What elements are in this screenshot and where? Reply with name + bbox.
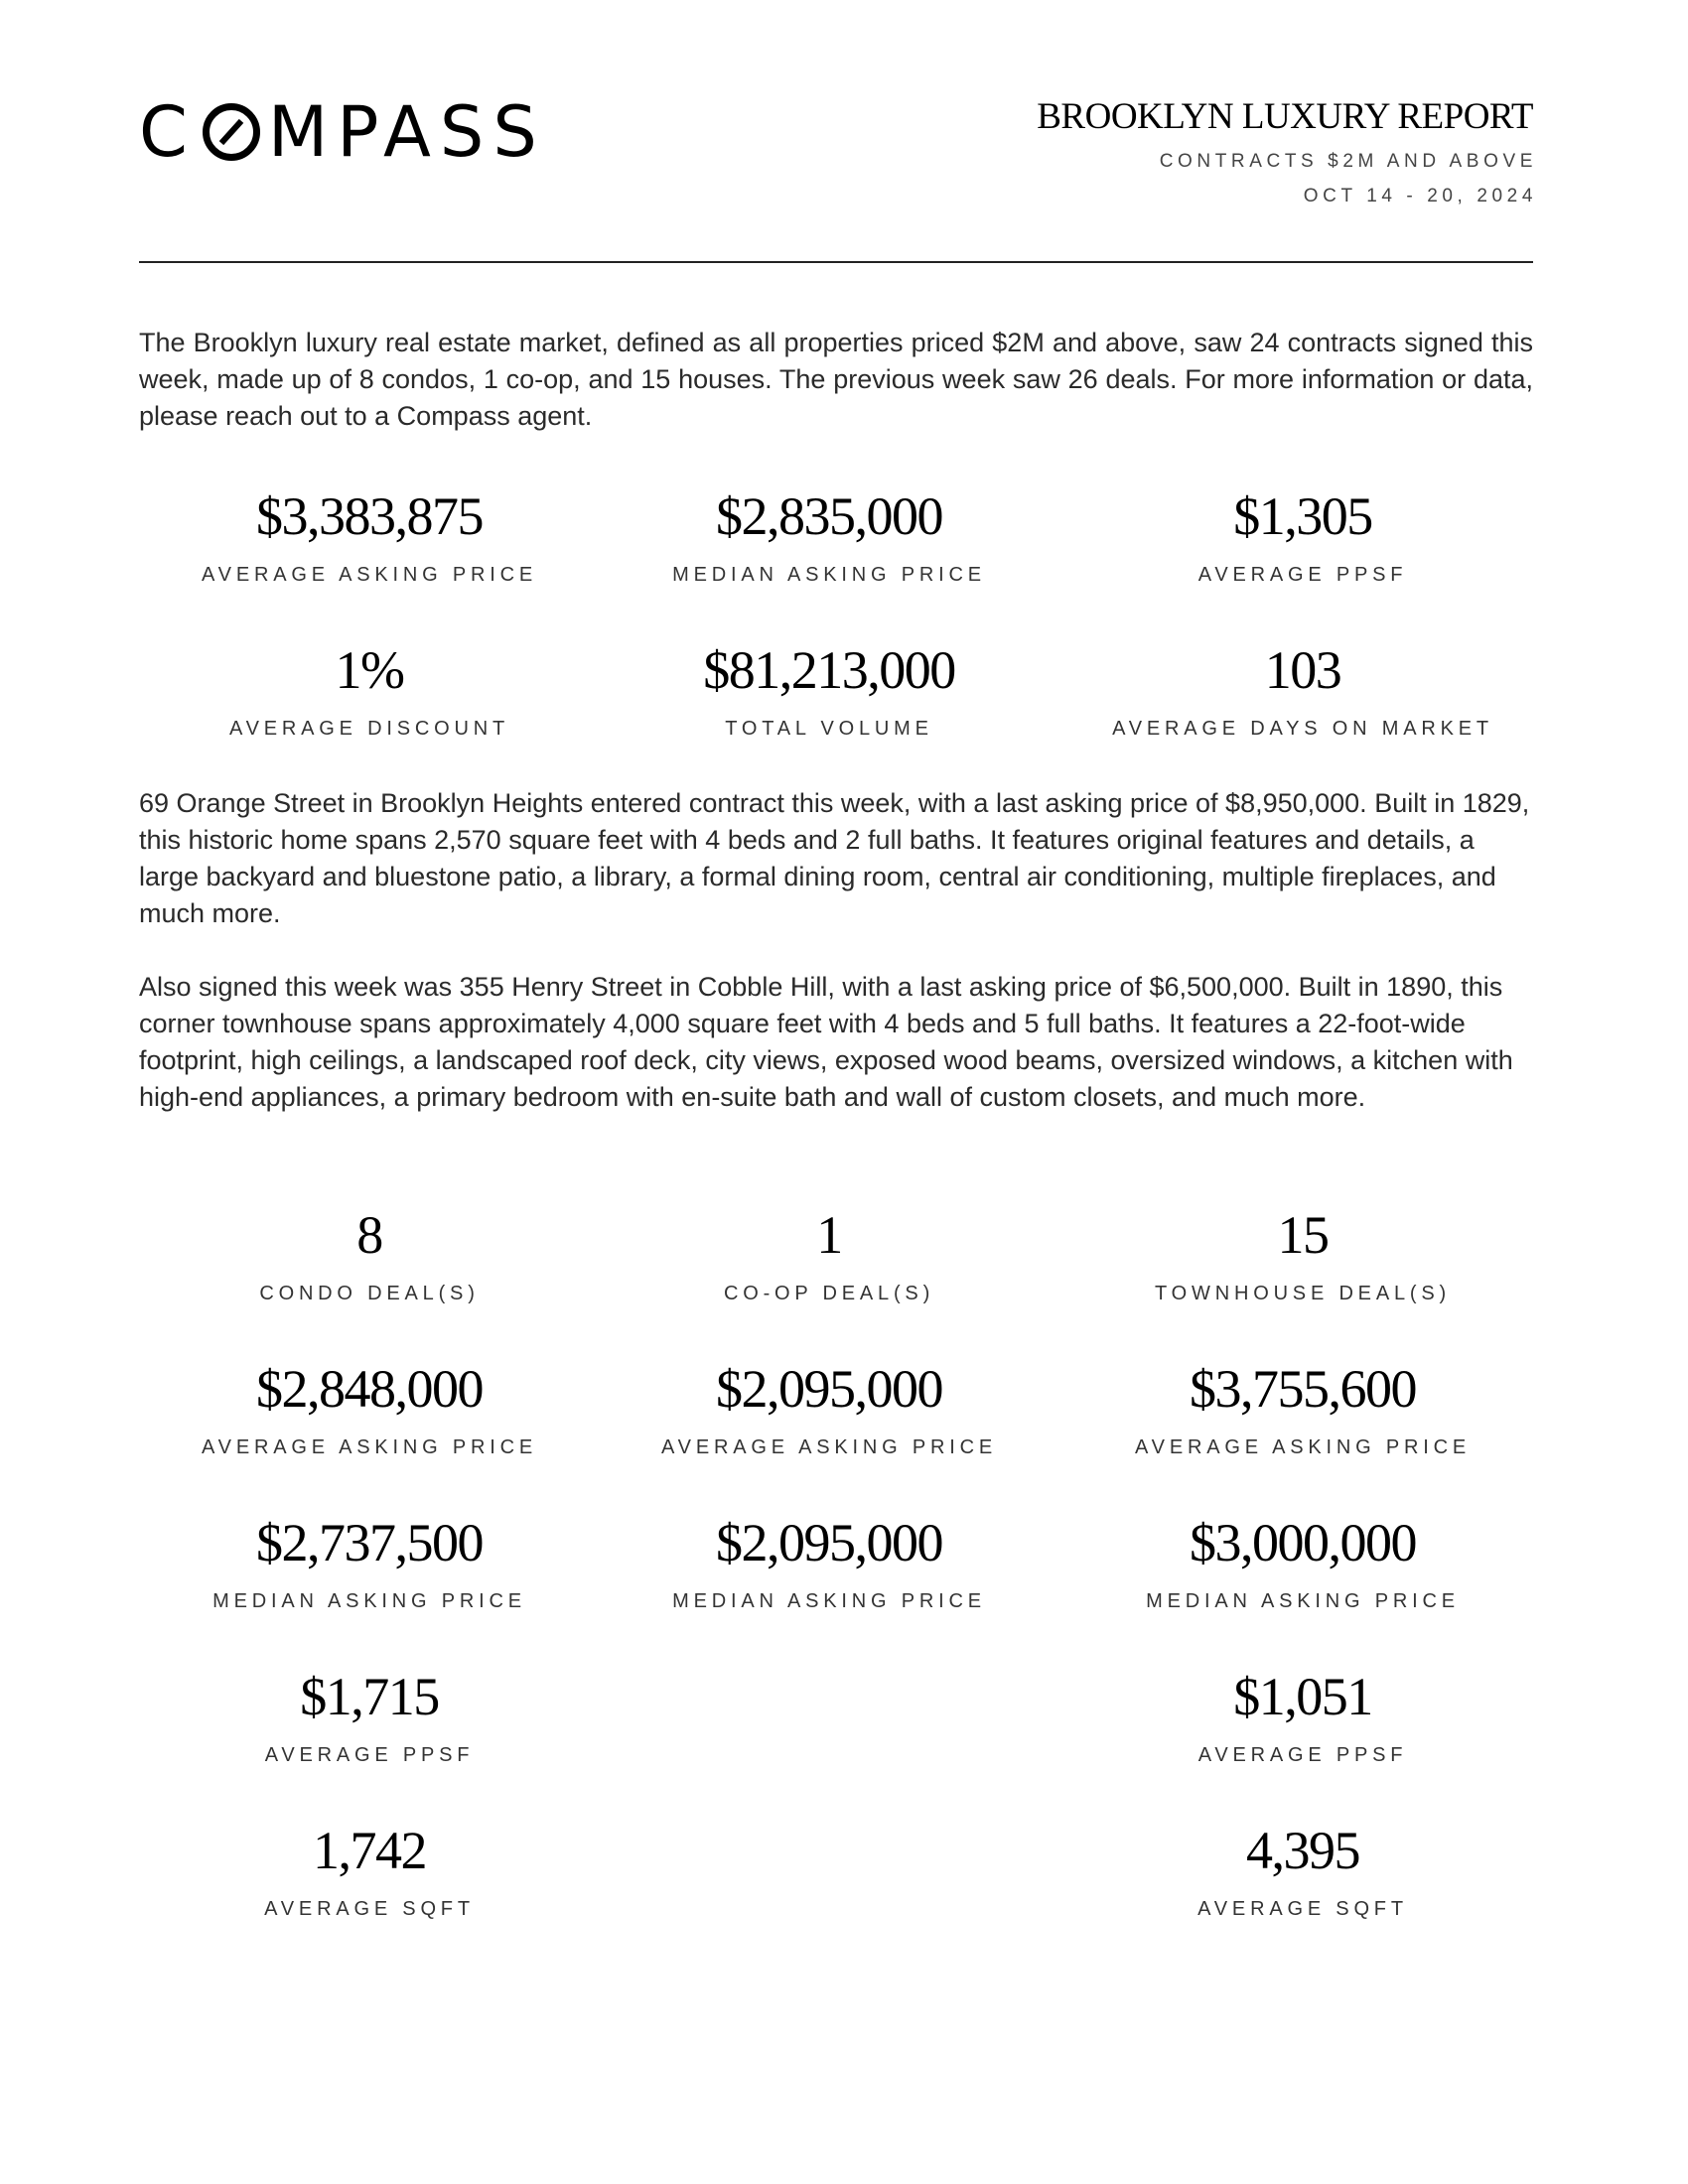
stat-average-discount [131, 640, 608, 740]
header-divider [139, 261, 1533, 263]
stat-value: 8 [356, 1205, 382, 1265]
coop-deals [591, 1205, 1067, 1304]
stat-label: AVERAGE ASKING PRICE [202, 564, 537, 586]
stat-label: MEDIAN ASKING PRICE [672, 564, 986, 586]
stat-label: AVERAGE DAYS ON MARKET [1112, 718, 1493, 740]
stat-value: $1,051 [1233, 1667, 1372, 1726]
stat-label: AVERAGE PPSF [1197, 564, 1408, 586]
stat-average-ppsf [1064, 486, 1541, 586]
stat-label: MEDIAN ASKING PRICE [212, 1590, 526, 1612]
stat-value: $2,095,000 [716, 1513, 942, 1572]
condo-average-ppsf [131, 1667, 608, 1766]
logo-letters-mpass: MPASS [267, 91, 546, 173]
stat-average-asking-price [131, 486, 608, 586]
stat-value: 1 [816, 1205, 842, 1265]
stat-median-asking-price [591, 486, 1067, 586]
stat-value: $2,848,000 [256, 1359, 483, 1419]
stat-label: MEDIAN ASKING PRICE [1146, 1590, 1460, 1612]
stat-label: AVERAGE ASKING PRICE [202, 1436, 537, 1458]
featured-listing-paragraph-2: Also signed this week was 355 Henry Street in Cobble Hill, with a last asking price of $6,500,000. Built in 1890, this corner townhouse spans approximately 4,000 square feet with 4 beds and 5 full baths. It features a 22-foot-wide footprint, high ceilings, a landscaped roof deck, city views, exposed wood beams, oversized windows, a kitchen with high-end appliances, a primary bedroom with en-suite bath and wall of custom closets, and much more. [139, 972, 1513, 1112]
stat-label: AVERAGE ASKING PRICE [1135, 1436, 1471, 1458]
stat-value: $2,095,000 [716, 1359, 942, 1419]
report-subtitle: CONTRACTS $2M AND ABOVE [1159, 150, 1537, 172]
coop-average-asking-price [591, 1359, 1067, 1458]
condo-median-asking-price [131, 1513, 608, 1612]
stat-label: AVERAGE DISCOUNT [228, 718, 509, 740]
stat-value: $1,715 [300, 1667, 439, 1726]
stat-value: $2,737,500 [256, 1513, 483, 1572]
townhouse-average-ppsf [1064, 1667, 1541, 1766]
condo-deals [131, 1205, 608, 1304]
report-header [1037, 96, 1537, 206]
stat-value: $1,305 [1233, 486, 1372, 546]
intro-paragraph: The Brooklyn luxury real estate market, defined as all properties priced $2M and above, saw 24 contracts signed this week, made up of 8 condos, 1 co-op, and 15 houses. The previous week saw 26 deals. For more information or data, please reach out to a Compass agent. [139, 328, 1533, 431]
stat-value: $3,383,875 [256, 486, 483, 546]
stat-label: AVERAGE SQFT [1197, 1898, 1408, 1920]
stat-total-volume [591, 640, 1067, 740]
stat-label: CO-OP DEAL(S) [723, 1283, 935, 1304]
stat-label: TOTAL VOLUME [725, 718, 933, 740]
stat-label: AVERAGE PPSF [1197, 1744, 1408, 1766]
compass-o-icon [203, 103, 260, 161]
report-date-range: OCT 14 - 20, 2024 [1303, 185, 1537, 206]
stat-value: $81,213,000 [703, 640, 955, 700]
townhouse-median-asking-price [1064, 1513, 1541, 1612]
stat-average-days-on-market [1064, 640, 1541, 740]
condo-average-asking-price [131, 1359, 608, 1458]
report-title: BROOKLYN LUXURY REPORT [1037, 96, 1533, 137]
logo-letter-c: C [139, 91, 197, 173]
townhouse-average-asking-price [1064, 1359, 1541, 1458]
stat-label: AVERAGE PPSF [264, 1744, 475, 1766]
stat-value: 1% [335, 640, 404, 700]
stat-value: 15 [1277, 1205, 1329, 1265]
stat-label: MEDIAN ASKING PRICE [672, 1590, 986, 1612]
townhouse-deals [1064, 1205, 1541, 1304]
featured-listing-paragraph-1: 69 Orange Street in Brooklyn Heights entered contract this week, with a last asking price of $8,950,000. Built in 1829, this historic home spans 2,570 square feet with 4 beds and 2 full baths. It features original features and details, a large backyard and bluestone patio, a library, a formal dining room, central air conditioning, multiple fireplaces, and much more. [139, 788, 1530, 928]
townhouse-average-sqft [1064, 1821, 1541, 1920]
stat-value: 4,395 [1246, 1821, 1359, 1880]
stat-label: TOWNHOUSE DEAL(S) [1155, 1283, 1451, 1304]
compass-logo [139, 91, 546, 173]
condo-average-sqft [131, 1821, 608, 1920]
stat-label: AVERAGE SQFT [264, 1898, 475, 1920]
stat-value: $3,755,600 [1190, 1359, 1416, 1419]
stat-value: $3,000,000 [1190, 1513, 1416, 1572]
stat-value: $2,835,000 [716, 486, 942, 546]
stat-value: 103 [1264, 640, 1341, 700]
stat-label: AVERAGE ASKING PRICE [661, 1436, 997, 1458]
stat-value: 1,742 [313, 1821, 426, 1880]
stat-label: CONDO DEAL(S) [259, 1283, 480, 1304]
coop-median-asking-price [591, 1513, 1067, 1612]
logo-wordmark [139, 91, 546, 173]
